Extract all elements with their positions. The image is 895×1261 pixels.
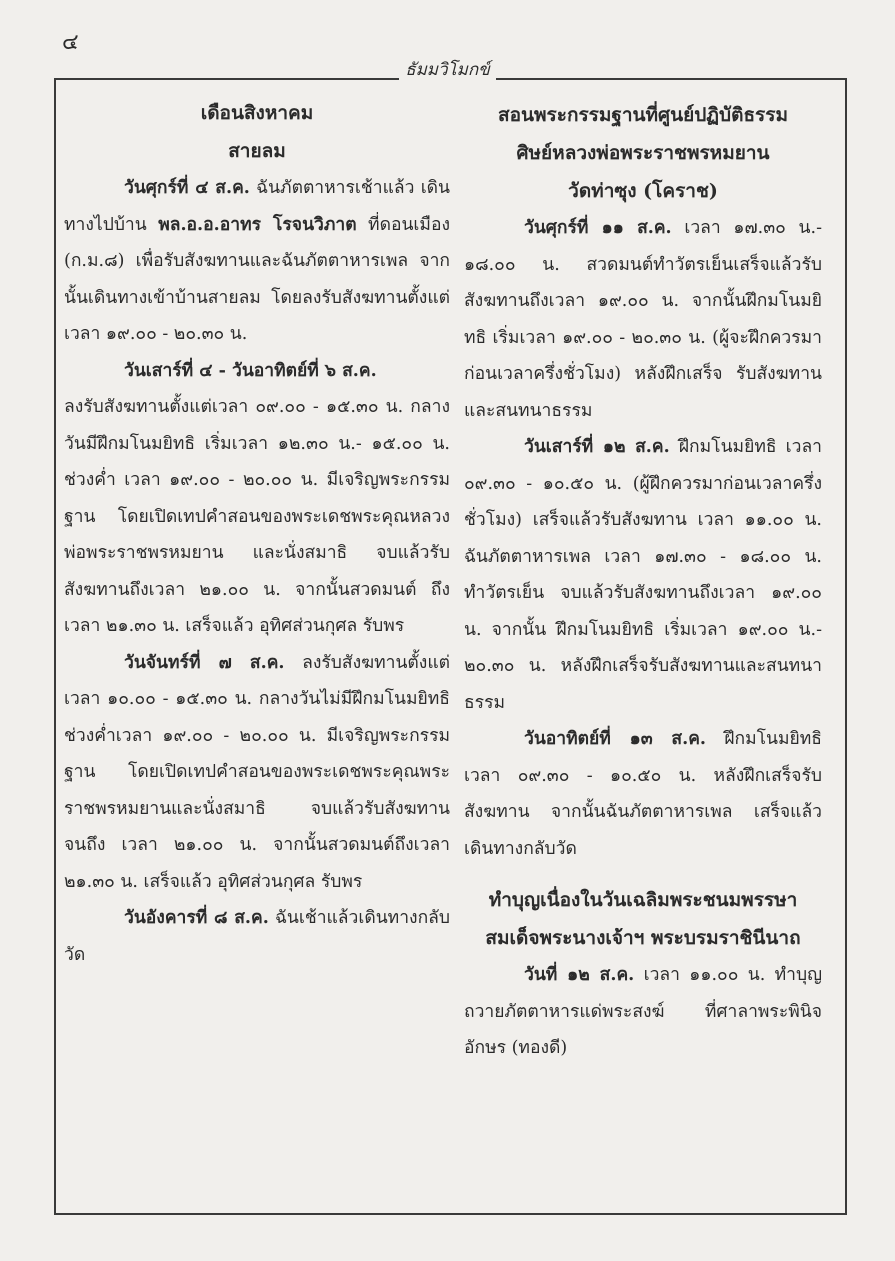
right-column (464, 96, 822, 1067)
merit-title-line: สมเด็จพระนางเจ้าฯ พระบรมราชินีนาถ (485, 927, 801, 949)
entry-text: ฝึกมโนมยิทธิ เวลา ๐๙.๓๐ - ๑๐.๕๐ น. หลังฝึกเสร็จรับสังฆทาน จากนั้นฉันภัตตาหารเพล เสร็จแล้ว เดินทางกลับวัด (464, 729, 822, 859)
right-title-line: สอนพระกรรมฐานที่ศูนย์ปฏิบัติธรรม (498, 104, 788, 126)
entry-bold-name: พล.อ.อ.อาทร โรจนวิภาต (158, 214, 357, 235)
entry-text: ลงรับสังฆทานตั้งแต่เวลา ๑๐.๐๐ - ๑๕.๓๐ น. กลางวันไม่มีฝึกมโนมยิทธิ ช่วงค่ำเวลา ๑๙.๐๐ - ๒๐.๐๐ น. มีเจริญพระกรรมฐาน โดยเปิดเทปคำสอนของพระเดชพระคุณพระราชพรหมยานและนั่งสมาธิ จบแล้วรับสังฆทานจนถึง เวลา ๒๑.๐๐ น. จากนั้นสวดมนต์ถึงเวลา ๒๑.๓๐ น. เสร็จแล้ว อุทิศส่วนกุศล รับพร (64, 652, 450, 892)
entry-text: ลงรับสังฆทานตั้งแต่เวลา ๐๙.๐๐ - ๑๕.๓๐ น. กลางวันมีฝึกมโนมยิทธิ เริ่มเวลา ๑๒.๓๐ น.- ๑๕.๐๐ น. ช่วงค่ำ เวลา ๑๙.๐๐ - ๒๐.๐๐ น. มีเจริญพระกรรมฐาน โดยเปิดเทปคำสอนของพระเดชพระคุณหลวงพ่อพระราชพรหมยาน และนั่งสมาธิ จบแล้วรับสังฆทานถึงเวลา ๒๑.๐๐ น. จากนั้นสวดมนต์ ถึงเวลา ๒๑.๓๐ น. เสร็จแล้ว อุทิศส่วนกุศล รับพร (64, 397, 450, 636)
merit-title-line: ทำบุญเนื่องในวันเฉลิมพระชนมพรรษา (488, 889, 798, 911)
entry-date: วันอังคารที่ ๘ ส.ค. (124, 908, 269, 928)
entry-aug-4 (64, 170, 450, 353)
entry-date: วันเสาร์ที่ ๔ - วันอาทิตย์ที่ ๖ ส.ค. (124, 360, 377, 381)
entry-text: ฝึกมโนมยิทธิ เวลา ๐๙.๓๐ - ๑๐.๕๐ น. (ผู้ฝึกควรมาก่อนเวลาครึ่งชั่วโมง) เสร็จแล้วรับสังฆทาน เวลา ๑๑.๐๐ น. ฉันภัตตาหารเพล เวลา ๑๗.๓๐ - ๑๘.๐๐ น. ทำวัตรเย็น จบแล้วรับสังฆทานถึงเวลา ๑๙.๐๐ น. จากนั้น ฝึกมโนมยิทธิ เริ่มเวลา ๑๙.๐๐ น.- ๒๐.๓๐ น. หลังฝึกเสร็จรับสังฆทานและสนทนาธรรม (464, 437, 822, 713)
entry-date: วันอาทิตย์ที่ ๑๓ ส.ค. (524, 729, 706, 749)
entry-text: เวลา ๑๑.๐๐ น. ทำบุญถวายภัตตาหารแด่พระสงฆ์ ที่ศาลาพระพินิจอักษร (ทองดี) (464, 965, 822, 1058)
left-title: เดือนสิงหาคม (200, 102, 314, 124)
entry-aug-7 (64, 645, 450, 901)
page-number: ๔ (62, 30, 79, 55)
right-title-line: ศิษย์หลวงพ่อพระราชพรหมยาน (516, 142, 770, 164)
header-text: ธัมมวิโมกข์ (399, 60, 496, 80)
right-title-line: วัดท่าซุง (โคราช) (568, 180, 718, 202)
entry-aug-5-6 (64, 353, 450, 645)
entry-aug-13 (464, 721, 822, 867)
merit-entry (464, 957, 822, 1067)
entry-date: วันจันทร์ที่ ๗ ส.ค. (124, 652, 285, 673)
entry-date: วันที่ ๑๒ ส.ค. (524, 965, 635, 985)
entry-date: วันศุกร์ที่ ๔ ส.ค. (124, 178, 250, 198)
entry-text: ฉันเช้าแล้วเดินทางกลับวัด (64, 908, 450, 965)
entry-text: ที่ดอนเมือง (ก.ม.๘) เพื่อรับสังฆทานและฉันภัตตาหารเพล จากนั้นเดินทางเข้าบ้านสายลม โดยลงรับสังฆทานตั้งแต่เวลา ๑๙.๐๐ - ๒๐.๓๐ น. (64, 214, 451, 344)
entry-aug-12 (464, 429, 822, 721)
left-column (64, 94, 450, 973)
entry-text: เวลา ๑๗.๓๐ น.- ๑๘.๐๐ น. สวดมนต์ทำวัตรเย็นเสร็จแล้วรับสังฆทานถึงเวลา ๑๙.๐๐ น. จากนั้นฝึกมโนมยิทธิ เริ่มเวลา ๑๙.๐๐ - ๒๐.๓๐ น. (ผู้จะฝึกควรมาก่อนเวลาครึ่งชั่วโมง) หลังฝึกเสร็จ รับสังฆทานและสนทนาธรรม (464, 218, 822, 421)
entry-text: ฉันภัตตาหารเช้าแล้ว เดินทางไปบ้าน (64, 178, 450, 235)
left-subtitle: สายลม (228, 140, 286, 162)
running-header (0, 56, 895, 83)
entry-date: วันศุกร์ที่ ๑๑ ส.ค. (524, 218, 672, 238)
entry-aug-11 (464, 210, 822, 429)
entry-aug-8 (64, 900, 450, 973)
entry-date: วันเสาร์ที่ ๑๒ ส.ค. (524, 437, 670, 457)
